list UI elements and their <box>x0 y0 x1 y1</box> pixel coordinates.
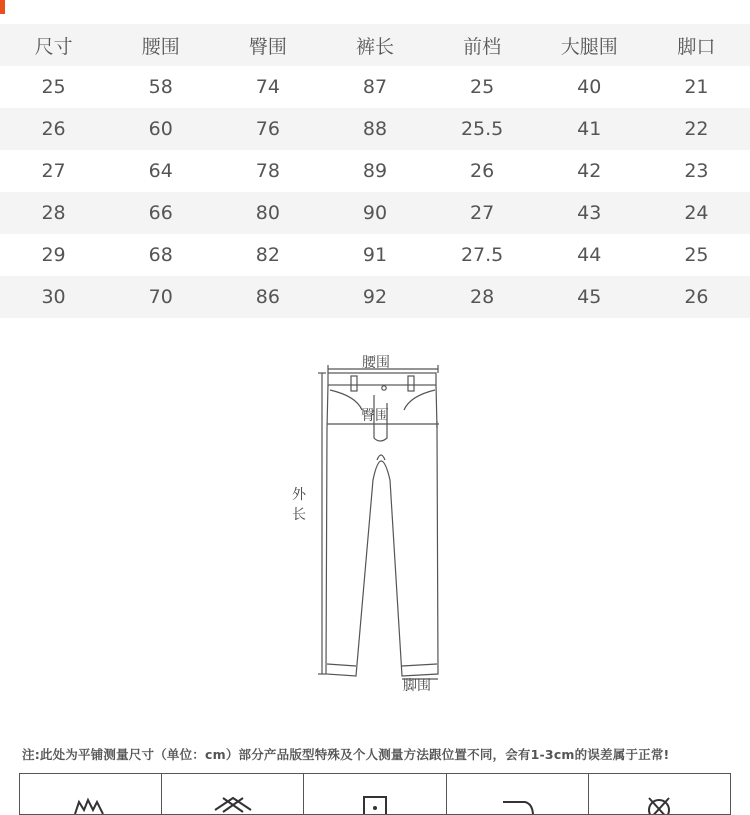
tumble-dry-icon <box>353 794 397 814</box>
table-cell: 29 <box>41 244 66 266</box>
table-cell: 74 <box>255 76 280 98</box>
table-cell: 66 <box>107 192 214 234</box>
care-instructions-strip <box>19 773 731 815</box>
table-cell: 86 <box>214 276 321 318</box>
header-hip: 臀围 <box>214 24 321 66</box>
table-cell: 44 <box>577 244 602 266</box>
table-cell: 70 <box>107 276 214 318</box>
no-bleach-icon <box>211 794 255 814</box>
table-cell: 25 <box>684 244 709 266</box>
table-cell: 28 <box>429 276 536 318</box>
table-row <box>0 234 750 276</box>
table-cell: 26 <box>643 276 750 318</box>
table-cell: 76 <box>214 108 321 150</box>
table-cell: 40 <box>577 76 602 98</box>
length-label-bottom: 长 <box>292 507 306 523</box>
header-size: 尺寸 <box>0 24 107 66</box>
table-cell: 58 <box>148 76 173 98</box>
table-cell: 26 <box>470 160 495 182</box>
table-cell: 45 <box>536 276 643 318</box>
hip-label: 臀围 <box>361 408 389 424</box>
care-cell-iron <box>447 774 589 814</box>
table-cell: 23 <box>684 160 709 182</box>
table-cell: 21 <box>684 76 709 98</box>
table-cell: 41 <box>536 108 643 150</box>
care-cell-no-bleach <box>162 774 304 814</box>
table-cell: 26 <box>0 108 107 150</box>
no-dry-clean-icon <box>637 794 681 814</box>
table-cell: 82 <box>255 244 280 266</box>
table-cell: 27 <box>41 160 66 182</box>
table-cell: 68 <box>148 244 173 266</box>
table-cell: 78 <box>255 160 280 182</box>
header-hem: 脚口 <box>643 24 750 66</box>
table-cell: 25.5 <box>429 108 536 150</box>
waist-label: 腰围 <box>362 355 390 371</box>
table-cell: 60 <box>107 108 214 150</box>
table-cell: 80 <box>214 192 321 234</box>
length-label-top: 外 <box>292 487 306 503</box>
table-cell: 27.5 <box>460 244 504 266</box>
table-cell: 27 <box>429 192 536 234</box>
care-cell-no-dry-clean <box>589 774 730 814</box>
table-row <box>0 108 750 150</box>
table-cell: 28 <box>0 192 107 234</box>
table-cell: 42 <box>577 160 602 182</box>
table-row <box>0 192 750 234</box>
table-cell: 91 <box>362 244 388 266</box>
table-cell: 24 <box>643 192 750 234</box>
table-cell: 87 <box>362 76 388 98</box>
hand-wash-icon <box>69 794 113 814</box>
table-row <box>0 276 750 318</box>
size-table <box>0 24 750 318</box>
care-cell-hand-wash <box>20 774 162 814</box>
table-cell: 43 <box>536 192 643 234</box>
table-cell: 88 <box>321 108 428 150</box>
table-cell: 89 <box>362 160 388 182</box>
header-length: 裤长 <box>321 24 428 66</box>
table-row <box>0 66 750 108</box>
iron-icon <box>495 794 539 814</box>
pants-measurement-diagram <box>280 348 470 698</box>
hem-label: 脚围 <box>403 678 431 694</box>
header-waist: 腰围 <box>107 24 214 66</box>
table-cell: 92 <box>321 276 428 318</box>
table-cell: 90 <box>321 192 428 234</box>
accent-bar <box>0 0 5 14</box>
table-cell: 30 <box>0 276 107 318</box>
table-cell: 64 <box>148 160 173 182</box>
table-cell: 25 <box>41 76 66 98</box>
table-row <box>0 150 750 192</box>
table-header-row <box>0 24 750 66</box>
table-cell: 22 <box>643 108 750 150</box>
measurement-note: 注:此处为平铺测量尺寸（单位：cm）部分产品版型特殊及个人测量方法跟位置不同，会有1-3cm的误差属于正常! <box>22 747 670 762</box>
table-cell: 25 <box>470 76 495 98</box>
pants-diagram-svg <box>280 348 470 698</box>
header-front-rise: 前档 <box>429 24 536 66</box>
care-cell-tumble-dry <box>304 774 446 814</box>
header-thigh: 大腿围 <box>536 24 643 66</box>
